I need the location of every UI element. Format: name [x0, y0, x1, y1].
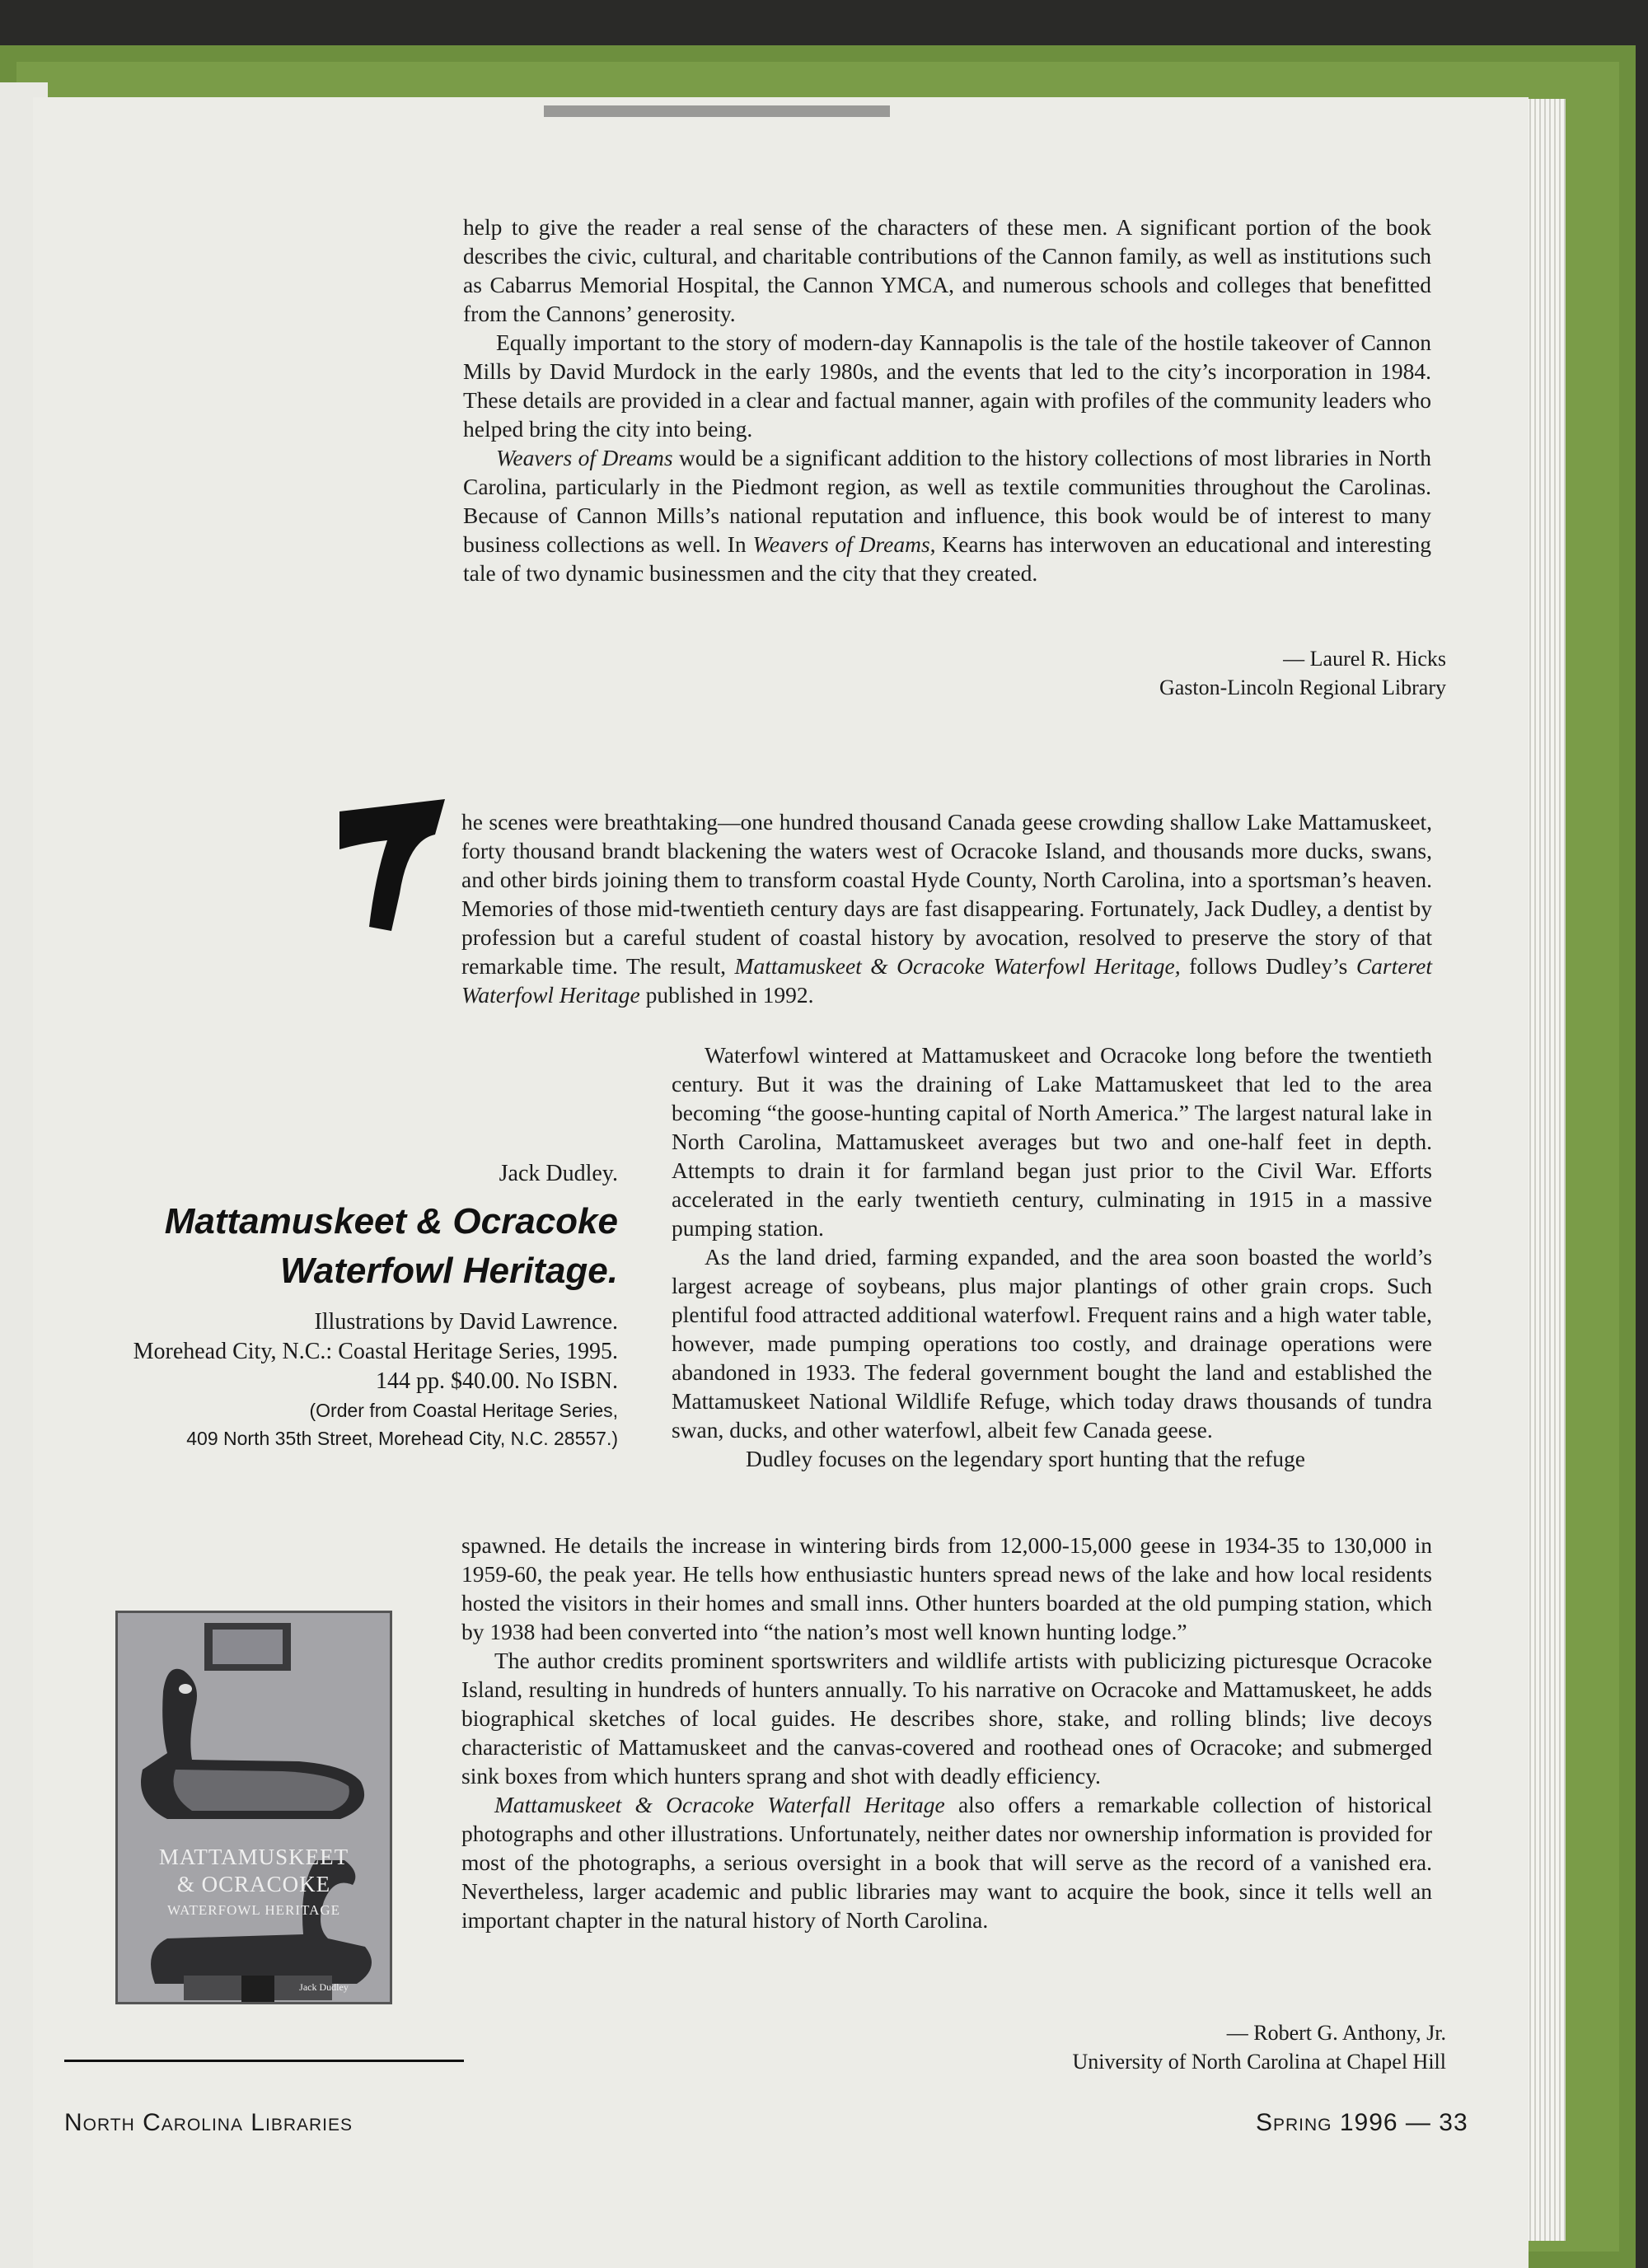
- paragraph-text: published in 1992.: [639, 982, 814, 1008]
- paragraph-text: also offers a remarkable collection of historical photographs and other illustrations. Unfortunately, neither dates nor ownership information is provided for most of the photographs, a serious oversight in a book that will serve as the record of a vanished era. Nevertheless, larger academic and public libraries may want to acquire the book, since it tells well an important chapter in the natural history of North Carolina.: [461, 1792, 1432, 1933]
- paragraph: Waterfowl wintered at Mattamuskeet and Ocracoke long before the twentieth century. But it was the draining of Lake Mattamuskeet that led to the area becoming “the goose-hunting capital of North America.” The largest natural lake in North Carolina, Mattamuskeet averages but two and one-half feet in depth. Attempts to drain it for farmland began just prior to the Civil War. Efforts accelerated in the early twentieth century, culminating in 1915 in a massive pumping station.: [672, 1042, 1432, 1241]
- paragraph-text: Kearns has interwoven an educational and interesting tale of two dynamic businessmen and the city that they created.: [463, 531, 1431, 586]
- book-title: Carteret Waterfowl Heritage: [461, 953, 1432, 1008]
- illustrator: Illustrations by David Lawrence.: [314, 1309, 618, 1335]
- paragraph: As the land dried, farming expanded, and the area soon boasted the world’s largest acreage of soybeans, plus major plantings of other grain crops. Such plentiful food attracted additional waterfowl. Frequent rains and a high water table, however, made pumping operations too costly, and drainage operations were abandoned in 1933. The federal government bought the land and established the Mattamuskeet National Wildlife Refuge, which today draws thousands of tundra swan, ducks, and other waterfowl, albeit few Canada geese.: [672, 1244, 1432, 1443]
- reviewer-name: — Robert G. Anthony, Jr.: [1226, 2021, 1446, 2045]
- book-title: Mattamuskeet & Ocracoke Waterfall Heritage: [494, 1792, 945, 1817]
- cover-title-line: Mattamuskeet: [158, 1845, 349, 1869]
- footer-journal-name: North Carolina Libraries: [64, 2109, 353, 2136]
- paragraph-text: he scenes were breathtaking—one hundred thousand Canada geese crowding shallow Lake Mattamuskeet, forty thousand brandt blackening the waters west of Ocracoke Island, and thousands more ducks, swans, and other birds joining them to transform coastal Hyde County, North Carolina, into a sportsman’s heaven. Memories of those mid-twentieth century days are fast disappearing. Fortunately, Jack Dudley, a dentist by profession but a careful student of coastal history by avocation, resolved to preserve the story of that remarkable time. The result,: [461, 809, 1432, 979]
- cover-illustration: [118, 1613, 390, 2002]
- cover-author: Jack Dudley: [299, 1981, 349, 1993]
- paragraph: help to give the reader a real sense of the characters of these men. A significant portion of the book describes the civic, cultural, and charitable contributions of the Cannon family, as well as institutions such as Cabarrus Memorial Hospital, the Cannon YMCA, and numerous schools and colleges that benefitted from the Cannons’ generosity.: [463, 214, 1431, 326]
- paragraph: The author credits prominent sportswriters and wildlife artists with publicizing picturesque Ocracoke Island, resulting in hundreds of hunters annually. To his narrative on Ocracoke and Mattamuskeet, he adds biographical sketches of local guides. He describes shore, stake, and rolling blinds; live decoys characteristic of Mattamuskeet and the canvas-covered and roothead ones of Ocracoke; and submerged sink boxes from which hunters sprang and shot with deadly efficiency.: [461, 1648, 1432, 1789]
- reviewer-affiliation: Gaston-Lincoln Regional Library: [1159, 676, 1446, 699]
- paragraph: [463, 443, 1431, 587]
- reviewer-name: — Laurel R. Hicks: [1283, 647, 1446, 671]
- paragraph-text: would be a significant addition to the history collections of most libraries in North Carolina, particularly in the Piedmont region, as well as textile communities throughout the Carolinas. Because of Cannon Mills’s national reputation and influence, this book would be of interest to many business collections as well. In: [463, 445, 1431, 557]
- order-address: 409 North 35th Street, Morehead City, N.C. 28557.): [186, 1428, 618, 1449]
- book-author: Jack Dudley.: [499, 1161, 618, 1186]
- divider-rule: [64, 2060, 464, 2062]
- title-line: Mattamuskeet & Ocracoke: [164, 1201, 618, 1242]
- book-citation: [49, 1157, 618, 1452]
- order-info: (Order from Coastal Heritage Series,: [309, 1400, 618, 1421]
- reviewer-signature-1: [1159, 644, 1446, 702]
- review-weavers-of-dreams: [463, 213, 1431, 587]
- book-title-heading: [49, 1197, 618, 1296]
- title-line: Waterfowl Heritage.: [280, 1251, 618, 1291]
- reviewer-affiliation: University of North Carolina at Chapel Hill: [1072, 2050, 1446, 2074]
- book-details: 144 pp. $40.00. No ISBN.: [375, 1368, 618, 1394]
- paragraph: [461, 807, 1432, 1009]
- book-title: Mattamuskeet & Ocracoke Waterfowl Heritage,: [734, 953, 1181, 979]
- footer-issue-page: Spring 1996 — 33: [1256, 2109, 1468, 2136]
- book-meta: [49, 1307, 618, 1452]
- publisher: Morehead City, N.C.: Coastal Heritage Series, 1995.: [133, 1339, 618, 1364]
- paragraph-text: follows Dudley’s: [1180, 953, 1356, 979]
- paragraph: Equally important to the story of modern-day Kannapolis is the tale of the hostile takeover of Cannon Mills by David Murdock in the early 1980s, and the events that led to the city’s incorporation in 1984. These details are provided in a clear and factual manner, again with profiles of the community leaders who helped bring the city into being.: [463, 330, 1431, 442]
- book-title: Weavers of Dreams,: [752, 531, 936, 557]
- book-title: Weavers of Dreams: [496, 445, 673, 470]
- bleed-through-heading: [544, 105, 890, 117]
- cover-subtitle: Waterfowl Heritage: [166, 1902, 341, 1918]
- cover-title-line: & Ocracoke: [176, 1872, 331, 1896]
- reviewer-signature-2: [1073, 2018, 1446, 2076]
- paragraph: [461, 1790, 1432, 1934]
- paragraph: spawned. He details the increase in wintering birds from 12,000-15,000 geese in 1934-35 to 130,000 in 1959-60, the peak year. He tells how enthusiastic hunters spread news of the lake and how local residents hosted the visitors in their homes and small inns. Other hunters boarded at the old pumping station, which by 1938 had been converted into “the nation’s most well known hunting lodge.”: [461, 1532, 1432, 1644]
- review-mattamuskeet-continued: [461, 1531, 1432, 1934]
- review-mattamuskeet-column: [672, 1040, 1432, 1473]
- paragraph: Dudley focuses on the legendary sport hunting that the refuge: [746, 1446, 1305, 1471]
- review-mattamuskeet-opening: [461, 807, 1432, 1009]
- drop-cap-t: [330, 795, 453, 935]
- book-cover-image: [115, 1611, 392, 2004]
